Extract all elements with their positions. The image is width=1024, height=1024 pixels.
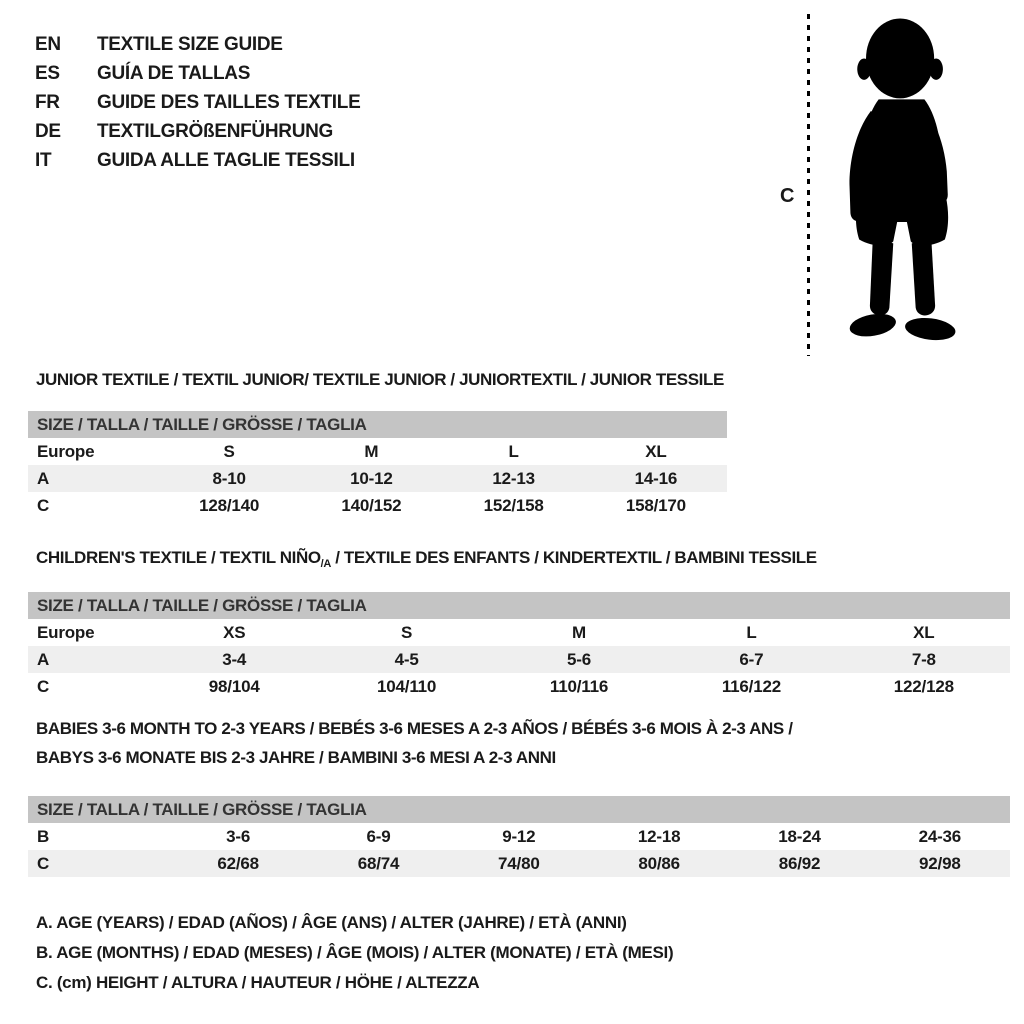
- language-label: GUIDA ALLE TAGLIE TESSILI: [97, 149, 355, 171]
- size-cell: 128/140: [199, 496, 260, 515]
- language-row: [35, 30, 360, 59]
- size-cell: 4-5: [394, 650, 419, 669]
- language-label: TEXTILGRÖßENFÜHRUNG: [97, 120, 334, 142]
- size-cell: 98/104: [208, 677, 260, 696]
- size-cell: 12-13: [492, 469, 535, 488]
- size-cell: 110/116: [549, 677, 609, 696]
- table-row: [28, 646, 1010, 673]
- size-cell: 14-16: [634, 469, 678, 488]
- table-row: [28, 673, 1010, 700]
- table-row: [28, 823, 1010, 850]
- size-cell: 18-24: [778, 827, 821, 846]
- size-cell: 24-36: [918, 827, 962, 846]
- table-row: [28, 619, 1010, 646]
- language-label: GUÍA DE TALLAS: [97, 62, 251, 84]
- size-cell: 140/152: [341, 496, 402, 515]
- size-table-header-bar: SIZE / TALLA / TAILLE / GRÖSSE / TAGLIA: [28, 592, 1010, 619]
- size-cell: 122/128: [893, 677, 954, 696]
- junior-size-table: [28, 411, 727, 519]
- size-cell: 12-18: [637, 827, 681, 846]
- childrens-size-table: [28, 592, 1010, 700]
- row-label: Europe: [37, 442, 95, 461]
- size-cell: 86/92: [778, 854, 821, 873]
- size-cell: 68/74: [357, 854, 400, 873]
- footnote-c: C. (cm) HEIGHT / ALTURA / HAUTEUR / HÖHE / ALTEZZA: [36, 973, 480, 992]
- size-cell: XL: [645, 442, 667, 461]
- size-cell: 104/110: [377, 677, 437, 696]
- language-row: [35, 59, 360, 88]
- size-cell: 8-10: [212, 469, 246, 488]
- language-label: TEXTILE SIZE GUIDE: [97, 33, 283, 55]
- size-cell: M: [572, 623, 586, 642]
- size-cell: M: [364, 442, 379, 461]
- language-list: [35, 30, 360, 175]
- junior-section-title: JUNIOR TEXTILE / TEXTIL JUNIOR/ TEXTILE JUNIOR / JUNIORTEXTIL / JUNIOR TESSILE: [36, 370, 724, 389]
- size-cell: 152/158: [483, 496, 544, 515]
- footnote-b: B. AGE (MONTHS) / EDAD (MESES) / ÂGE (MOIS) / ALTER (MONATE) / ETÀ (MESI): [36, 943, 674, 962]
- size-cell: 92/98: [919, 854, 961, 873]
- row-label: A: [37, 650, 50, 669]
- language-code: EN: [35, 33, 61, 55]
- language-label: GUIDE DES TAILLES TEXTILE: [97, 91, 361, 113]
- size-cell: 5-6: [567, 650, 591, 669]
- size-cell: 62/68: [217, 854, 259, 873]
- size-cell: S: [401, 623, 413, 642]
- size-cell: XL: [913, 623, 935, 642]
- table-row: [28, 850, 1010, 877]
- size-cell: S: [223, 442, 235, 461]
- table-row: [28, 438, 727, 465]
- table-row: [28, 492, 727, 519]
- language-code: ES: [35, 62, 60, 84]
- row-label: C: [37, 677, 50, 696]
- childrens-title-post: / TEXTILE DES ENFANTS / KINDERTEXTIL / BAMBINI TESSILE: [330, 548, 817, 567]
- size-cell: 158/170: [625, 496, 686, 515]
- measure-label-c: C: [780, 185, 795, 207]
- row-label: C: [37, 854, 50, 873]
- size-cell: L: [508, 442, 519, 461]
- language-row: [35, 88, 360, 117]
- table-row: [28, 465, 727, 492]
- toddler-silhouette: [830, 10, 976, 358]
- language-code: DE: [35, 120, 61, 142]
- babies-size-table: [28, 796, 1010, 877]
- row-label: C: [37, 496, 50, 515]
- height-dotted-line: [807, 14, 810, 356]
- size-table-header-bar: SIZE / TALLA / TAILLE / GRÖSSE / TAGLIA: [28, 411, 727, 438]
- size-cell: 74/80: [498, 854, 540, 873]
- row-label: Europe: [37, 623, 95, 642]
- footnotes: [36, 908, 673, 998]
- size-cell: 3-4: [222, 650, 247, 669]
- size-cell: 6-7: [739, 650, 764, 669]
- size-cell: 6-9: [366, 827, 391, 846]
- size-cell: 9-12: [502, 827, 536, 846]
- babies-section-title-line1: BABIES 3-6 MONTH TO 2-3 YEARS / BEBÉS 3-6 MESES A 2-3 AÑOS / BÉBÉS 3-6 MOIS À 2-3 ANS /: [36, 719, 793, 738]
- size-table-header-bar: SIZE / TALLA / TAILLE / GRÖSSE / TAGLIA: [28, 796, 1010, 823]
- size-cell: 116/122: [721, 677, 781, 696]
- size-cell: L: [746, 623, 757, 642]
- language-code: FR: [35, 91, 60, 113]
- childrens-title-sub: /A: [320, 558, 331, 570]
- row-label: B: [37, 827, 50, 846]
- language-row: [35, 146, 360, 175]
- size-cell: 10-12: [350, 469, 393, 488]
- size-cell: 80/86: [638, 854, 680, 873]
- babies-section-title-line2: BABYS 3-6 MONATE BIS 2-3 JAHRE / BAMBINI 3-6 MESI A 2-3 ANNI: [36, 748, 556, 767]
- size-cell: 3-6: [226, 827, 251, 846]
- footnote-a: A. AGE (YEARS) / EDAD (AÑOS) / ÂGE (ANS) / ALTER (JAHRE) / ETÀ (ANNI): [36, 913, 627, 932]
- language-code: IT: [35, 149, 52, 171]
- size-cell: XS: [223, 623, 246, 642]
- size-cell: 7-8: [911, 650, 936, 669]
- childrens-title-pre: CHILDREN'S TEXTILE / TEXTIL NIÑO: [36, 548, 321, 567]
- language-row: [35, 117, 360, 146]
- row-label: A: [37, 469, 50, 488]
- childrens-section-title: [36, 548, 817, 570]
